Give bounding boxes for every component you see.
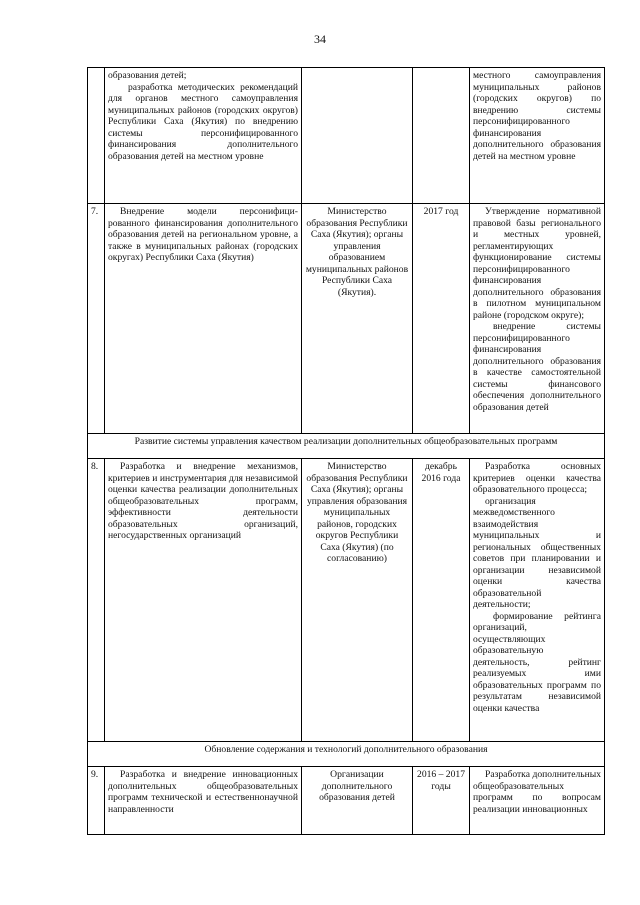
description-paragraph: Внедрение модели персонифици-рованного финансирования дополнительного образования детей на региональном уровне, а также в муниципальных районах (городских округах) Республики Саха (Якутия): [108, 206, 298, 263]
deadline: декабрь 2016 года: [413, 459, 470, 742]
deadline: 2016 – 2017 годы: [413, 767, 470, 835]
result-paragraph: Разработка дополнительных общеобразовательных программ по вопросам реализации инновационных: [473, 769, 601, 815]
section-heading-row: [88, 434, 605, 459]
table-row-continuation: [88, 68, 605, 204]
result-paragraph: Утверждение нормативной правовой базы регионального и местных уровней, регламентирующих функционирование системы персонифицированного финансирования дополнительного образования в пилотном муниципальном районе (городском округе);: [473, 206, 601, 321]
expected-result: [470, 68, 605, 204]
expected-result: [470, 204, 605, 434]
measure-description: [105, 204, 302, 434]
section-heading-content-update: Обновление содержания и технологий дополнительного образования: [88, 742, 605, 767]
row-number: [88, 68, 105, 204]
expected-result: [470, 459, 605, 742]
table-row-7: [88, 204, 605, 434]
measure-description: [105, 767, 302, 835]
row-number: 8.: [88, 459, 105, 742]
section-heading-row: [88, 742, 605, 767]
deadline: 2017 год: [413, 204, 470, 434]
row-number: 7.: [88, 204, 105, 434]
measures-table: [87, 67, 605, 835]
result-paragraph: организация межведомственного взаимодействия муниципальных и региональных общественных советов при планировании и организации независимой оценки качества образовательной деятельности;: [473, 495, 601, 610]
description-paragraph: образования детей;: [108, 70, 187, 81]
measure-description: [105, 459, 302, 742]
description-paragraph: Разработка и внедрение механизмов, критериев и инструментария для независимой оценки качества реализации дополнительных общеобразовательных программ, эффективности деятельности образовательных организаций, негосударственных организаций: [108, 461, 298, 541]
responsible-executor: Министерство образования Республики Саха (Якутия); органы управления образования муниципальных районов, городских округов Республики Саха (Якутия) (по согласованию): [302, 459, 413, 742]
responsible-executor: [302, 68, 413, 204]
result-paragraph: местного самоуправления муниципальных районов (городских округов) по внедрению системы персонифицированного финансирования дополнительного образования детей на местном уровне: [473, 70, 601, 162]
description-paragraph: разработка методических рекомендаций для органов местного самоуправления муниципальных районов (городских округов) Республики Саха (Якутия) по внедрению системы персонифицированного финансирования дополнительного образования детей на местном уровне: [108, 81, 298, 162]
result-paragraph: внедрение системы персонифицированного финансирования дополнительного образования в качестве самостоятельной системы финансового обеспечения дополнительного образования детей: [473, 321, 601, 413]
section-heading-quality-management: Развитие системы управления качеством реализации дополнительных общеобразовательных программ: [88, 434, 605, 459]
page-number: 34: [314, 32, 326, 46]
responsible-executor: Организации дополнительного образования детей: [302, 767, 413, 835]
row-number: 9.: [88, 767, 105, 835]
deadline: [413, 68, 470, 204]
table-row-9: [88, 767, 605, 835]
expected-result: [470, 767, 605, 835]
result-paragraph: Разработка основных критериев оценки качества образовательного процесса;: [473, 461, 601, 495]
description-paragraph: Разработка и внедрение инновационных дополнительных общеобразовательных программ технической и естественнонаучной направленности: [108, 769, 298, 815]
table-row-8: [88, 459, 605, 742]
responsible-executor: Министерство образования Республики Саха (Якутия); органы управления образованием муниципальных районов Республики Саха (Якутия).: [302, 204, 413, 434]
result-paragraph: формирование рейтинга организаций, осуществляющих образовательную деятельность, рейтинг реализуемых ими образовательных программ по результатам независимой оценки качества: [473, 610, 601, 714]
measure-description: [105, 68, 302, 204]
